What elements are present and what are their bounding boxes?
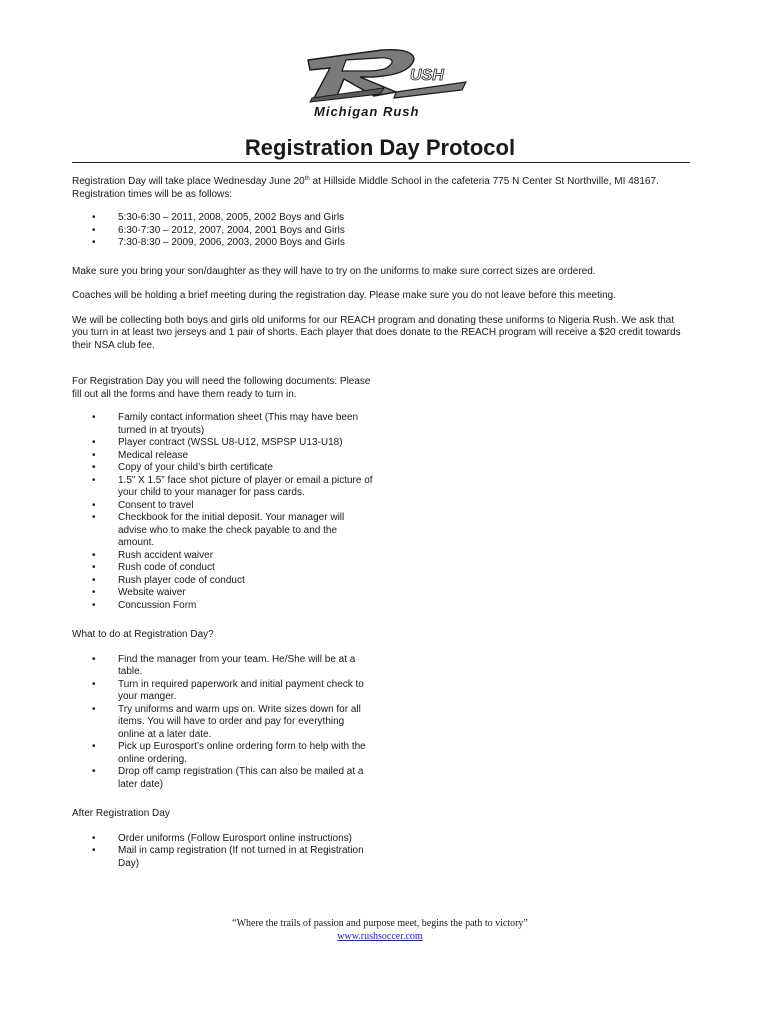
paragraph-line: their NSA club fee.	[72, 339, 155, 351]
list-item-line: • Rush code of conduct	[118, 562, 215, 573]
list-item-line: • Consent to travel	[118, 499, 194, 511]
documents-intro-line: fill out all the forms and have them ready to turn in.	[72, 388, 297, 400]
list-item	[72, 562, 392, 575]
list-item-line: • Try uniforms and warm ups on. Write sizes down for all	[118, 703, 361, 715]
what-to-do-heading: What to do at Registration Day?	[72, 629, 214, 640]
list-item-line: turned in at tryouts)	[118, 424, 205, 436]
title-divider	[72, 162, 690, 163]
footer-website	[72, 931, 688, 943]
list-item-line: • Website waiver	[118, 587, 186, 598]
uniforms-paragraph	[72, 315, 692, 353]
list-item-line: • Rush player code of conduct	[118, 574, 245, 586]
list-item: • 6:30-7:30 – 2012, 2007, 2004, 2001 Boys and Girls	[72, 225, 692, 238]
documents-list	[72, 412, 392, 612]
list-item-line: your child to your manager for pass cards.	[118, 487, 305, 498]
list-item	[72, 575, 392, 588]
list-item	[72, 587, 392, 600]
list-item	[72, 704, 392, 742]
page-title: Registration Day Protocol	[244, 135, 516, 160]
list-item-line: later date)	[118, 778, 164, 790]
list-item	[72, 679, 392, 704]
intro-location: at Hillside Middle School in the cafeteria 775 N Center St Northville, MI 48167.	[309, 176, 659, 187]
list-item	[72, 500, 392, 513]
list-item	[72, 462, 392, 475]
michigan-rush-logo	[300, 46, 472, 124]
list-item	[72, 833, 392, 846]
list-item-line: online ordering.	[118, 753, 187, 765]
intro-line-2: Registration times will be as follows:	[72, 188, 233, 200]
after-list	[72, 833, 392, 871]
list-item: • 7:30-8:30 – 2009, 2006, 2003, 2000 Boys and Girls	[72, 237, 692, 250]
list-item-line: online at a later date.	[118, 728, 212, 740]
documents-intro-line: For Registration Day you will need the following documents: Please	[72, 376, 371, 387]
intro-line-1	[72, 176, 692, 189]
coaches-paragraph: Coaches will be holding a brief meeting during the registration day. Please make sure you do not leave before this meeting.	[72, 290, 617, 301]
list-item	[72, 437, 392, 450]
list-item: • 5:30-6:30 – 2011, 2008, 2005, 2002 Boys and Girls	[72, 212, 692, 225]
list-item-line: • 1.5” X 1.5” face shot picture of player or email a picture of	[118, 474, 373, 486]
list-item-line: amount.	[118, 537, 155, 548]
list-item	[72, 654, 392, 679]
list-item-line: • Pick up Eurosport’s online ordering form to help with the	[118, 741, 366, 752]
list-item	[72, 741, 392, 766]
list-item-line: • Checkbook for the initial deposit. Your manager will	[118, 512, 345, 523]
logo-tagline: Michigan Rush	[314, 104, 420, 119]
times-list	[72, 212, 692, 250]
list-item	[72, 550, 392, 563]
try-on-paragraph: Make sure you bring your son/daughter as they will have to try on the uniforms to make sure correct sizes are ordered.	[72, 265, 596, 277]
footer-quote: “Where the trails of passion and purpose meet, begins the path to victory”	[232, 918, 528, 929]
list-item	[72, 766, 392, 791]
paragraph-line: you turn in at least two jerseys and 1 pair of shorts. Each player that does donate to the REACH program will receive a $20 credit towards	[72, 327, 681, 338]
list-item	[72, 845, 392, 870]
after-heading: After Registration Day	[72, 808, 170, 819]
website-link[interactable]: www.rushsoccer.com	[337, 931, 423, 942]
date-suffix: th	[304, 176, 310, 182]
list-item-line: • Family contact information sheet (This may have been	[118, 412, 359, 423]
list-item-line: • Order uniforms (Follow Eurosport online instructions)	[118, 832, 352, 844]
intro-text: Registration Day will take place Wednesday June 20	[72, 176, 305, 187]
list-item	[72, 600, 392, 613]
list-item	[72, 475, 392, 500]
list-item-line: table.	[118, 666, 143, 677]
list-item-line: items. You will have to order and pay for everything	[118, 716, 345, 727]
list-item-line: • Turn in required paperwork and initial payment check to	[118, 678, 364, 690]
list-item	[72, 450, 392, 463]
list-item-line: • Concussion Form	[118, 599, 197, 611]
list-item-line: advise who to make the check payable to and the	[118, 524, 338, 536]
what-to-do-list	[72, 654, 392, 792]
list-item-line: your manger.	[118, 691, 177, 702]
list-item-line: • Mail in camp registration (If not turned in at Registration	[118, 845, 364, 856]
list-item	[72, 512, 392, 550]
list-item-line: • Rush accident waiver	[118, 549, 214, 561]
list-item-line: • Copy of your child’s birth certificate	[118, 462, 273, 473]
list-item	[72, 412, 392, 437]
list-item-line: • Find the manager from your team. He/She will be at a	[118, 653, 356, 665]
list-item-line: • Drop off camp registration (This can also be mailed at a	[118, 766, 364, 777]
list-item-line: • Medical release	[118, 449, 189, 461]
document-body	[72, 176, 692, 870]
documents-section	[72, 376, 378, 612]
list-item-line: • Player contract (WSSL U8-U12, MSPSP U13-U18)	[118, 437, 343, 448]
paragraph-line: We will be collecting both boys and girls old uniforms for our REACH program and donating these uniforms to Nigeria Rush. We ask that	[72, 314, 675, 326]
logo-wordmark: USH	[410, 67, 444, 84]
list-item-line: Day)	[118, 857, 140, 869]
